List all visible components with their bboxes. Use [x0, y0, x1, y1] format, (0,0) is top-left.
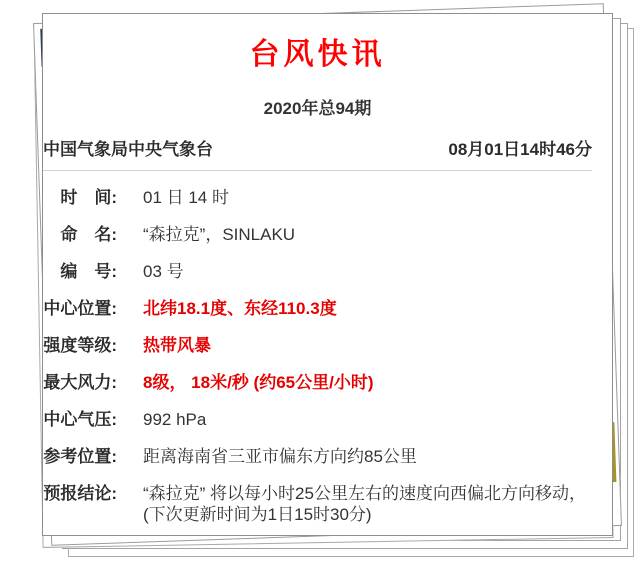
- field-value-line: 01 日 14 时: [143, 188, 229, 207]
- field-label: 参考位置:: [43, 447, 117, 466]
- header-divider: [43, 170, 592, 171]
- field-label: 中心气压:: [43, 410, 117, 429]
- field-value: [143, 409, 206, 430]
- front-page: [42, 13, 613, 536]
- issue-datetime: 08月01日14时46分: [448, 140, 592, 159]
- field-value-line: 热带风暴: [143, 336, 211, 355]
- field-value: [143, 224, 295, 245]
- agency-name: 中国气象局中央气象台: [43, 140, 213, 159]
- field-row: [43, 187, 592, 208]
- issue-number: 2020年总94期: [263, 99, 372, 118]
- field-value: [143, 446, 417, 467]
- field-label: 强度等级:: [43, 336, 117, 355]
- field-value: [143, 187, 229, 208]
- field-label: 命 名:: [60, 225, 117, 244]
- field-value-line: 8级， 18米/秒 (约65公里/小时): [143, 373, 374, 392]
- field-row: [43, 446, 592, 467]
- field-row: [43, 409, 592, 430]
- field-value-line: 03 号: [143, 262, 184, 281]
- field-label: 时 间:: [60, 188, 117, 207]
- field-value: [143, 261, 184, 282]
- bulletin-header: [43, 141, 592, 158]
- field-value-line: 北纬18.1度、东经110.3度: [143, 299, 337, 318]
- field-value: [143, 298, 337, 319]
- field-label: 预报结论:: [43, 484, 117, 503]
- bulletin-title: 台风快讯: [249, 38, 386, 71]
- field-value-line: 992 hPa: [143, 410, 207, 429]
- field-value-line2: (下次更新时间为1日15时30分): [143, 505, 372, 524]
- field-row: [43, 335, 592, 356]
- field-row: [43, 261, 592, 282]
- field-row: [43, 372, 592, 393]
- field-value: [143, 483, 586, 525]
- field-row: [43, 224, 592, 245]
- bulletin-fields: [43, 187, 592, 525]
- field-value-line: “森拉克”，SINLAKU: [143, 225, 296, 244]
- field-row: [43, 483, 592, 525]
- field-label: 编 号:: [60, 262, 117, 281]
- field-label: 中心位置:: [43, 299, 117, 318]
- field-row: [43, 298, 592, 319]
- field-value: [143, 372, 374, 393]
- field-value: [143, 335, 211, 356]
- field-label: 最大风力:: [43, 373, 117, 392]
- field-value-line: “森拉克” 将以每小时25公里左右的速度向西偏北方向移动，: [143, 484, 586, 503]
- field-value-line: 距离海南省三亚市偏东方向约85公里: [143, 447, 417, 466]
